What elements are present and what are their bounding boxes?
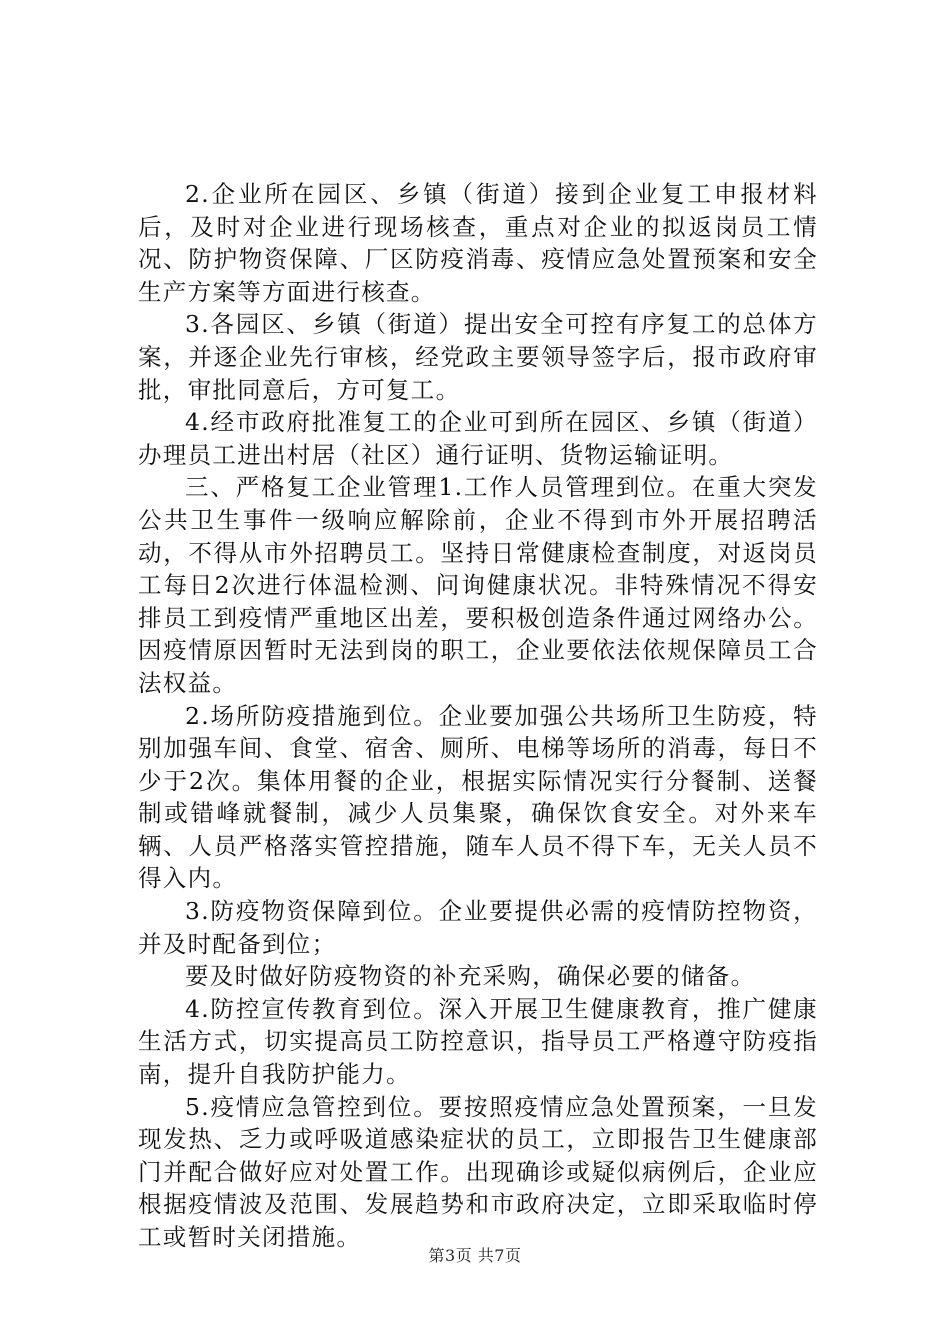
page-number: 第3页 共7页 xyxy=(428,1246,522,1265)
paragraph-approval-check: 2.企业所在园区、乡镇（街道）接到企业复工申报材料后，及时对企业进行现场核查，重点对企业的拟返岗员工情况、防护物资保障、厂区防疫消毒、疫情应急处置预案和安全生产方案等方面进行核查。 xyxy=(138,180,818,306)
paragraph-overall-plan: 3.各园区、乡镇（街道）提出安全可控有序复工的总体方案，并逐企业先行审核，经党政主要领导签字后，报市政府审批，审批同意后，方可复工。 xyxy=(138,310,818,404)
paragraph-health-education: 4.防控宣传教育到位。深入开展卫生健康教育，推广健康生活方式，切实提高员工防控意识，指导员工严格遵守防疫指南，提升自我防护能力。 xyxy=(138,994,818,1089)
paragraph-supplies: 3.防疫物资保障到位。企业要提供必需的疫情防控物资，并及时配备到位； xyxy=(138,897,818,958)
paragraph-site-disinfection: 2.场所防疫措施到位。企业要加强公共场所卫生防疫，特别加强车间、食堂、宿舍、厕所、电梯等场所的消毒，每日不少于2次。集体用餐的企业，根据实际情况实行分餐制、送餐制或错峰就餐制，减少人员集聚，确保饮食安全。对外来车辆、人员严格落实管控措施，随车人员不得下车，无关人员不得入内。 xyxy=(138,701,818,893)
paragraph-pass-certificate: 4.经市政府批准复工的企业可到所在园区、乡镇（街道）办理员工进出村居（社区）通行证明、货物运输证明。 xyxy=(138,408,818,469)
document-body xyxy=(138,178,818,1254)
paragraph-staff-management: 三、严格复工企业管理1.工作人员管理到位。在重大突发公共卫生事件一级响应解除前，企业不得到市外开展招聘活动，不得从市外招聘员工。坚持日常健康检查制度，对返岗员工每日2次进行体温检测、问询健康状况。非特殊情况不得安排员工到疫情严重地区出差，要积极创造条件通过网络办公。因疫情原因暂时无法到岗的职工，企业要依法依规保障员工合法权益。 xyxy=(138,473,818,697)
paragraph-emergency-control: 5.疫情应急管控到位。要按照疫情应急处置预案，一旦发现发热、乏力或呼吸道感染症状的员工，立即报告卫生健康部门并配合做好应对处置工作。出现确诊或疑似病例后，企业应根据疫情波及范围、发展趋势和市政府决定，立即采取临时停工或暂时关闭措施。 xyxy=(138,1092,818,1251)
paragraph-supplies-reserve: 要及时做好防疫物资的补充采购，确保必要的储备。 xyxy=(185,962,756,991)
